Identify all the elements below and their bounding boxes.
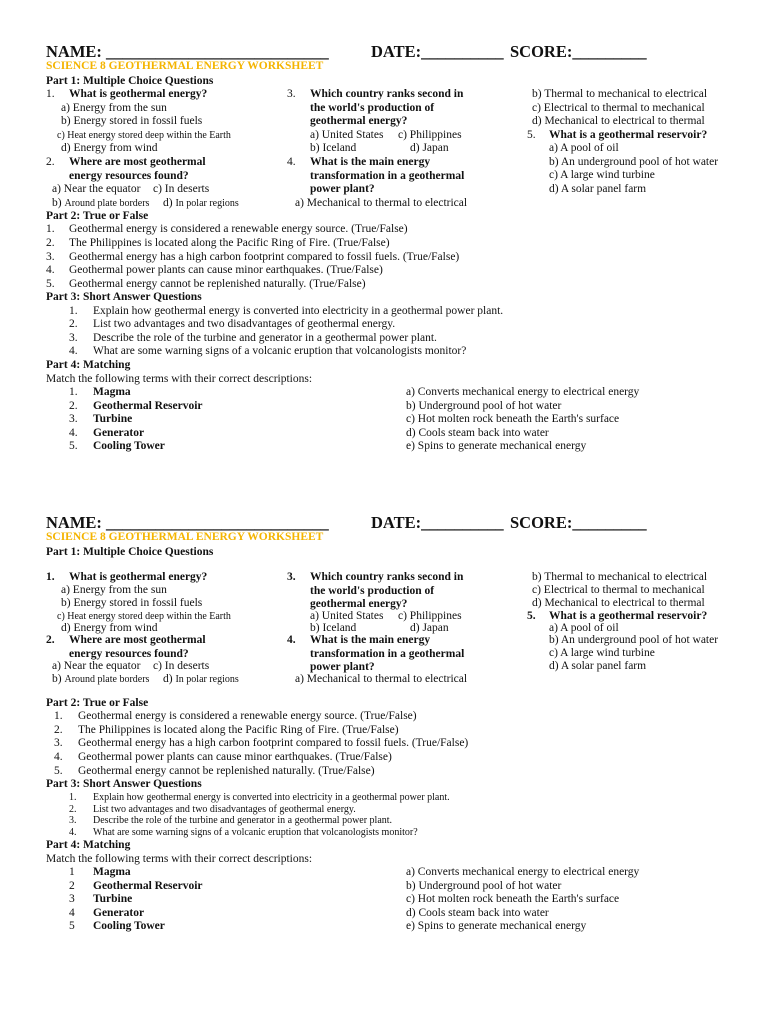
part4-heading: Part 4: Matching bbox=[46, 359, 131, 371]
sa-question: Describe the role of the turbine and generator in a geothermal power plant. bbox=[93, 332, 437, 344]
sa-question: List two advantages and two disadvantages of geothermal energy. bbox=[93, 804, 356, 815]
q2-option-b-text: Around plate borders bbox=[64, 198, 150, 209]
match-term: Generator bbox=[93, 907, 145, 919]
q3-option-b[interactable]: b) Iceland bbox=[310, 622, 357, 634]
matching-instruction: Match the following terms with their correct descriptions: bbox=[46, 853, 313, 865]
score-field-label: SCORE:_________ bbox=[510, 513, 647, 532]
tf-number: 1. bbox=[54, 710, 63, 722]
q2-option-d-letter: d) bbox=[163, 673, 176, 685]
match-number: 3. bbox=[69, 413, 78, 425]
q4-option-b[interactable]: b) Thermal to mechanical to electrical bbox=[532, 571, 708, 583]
name-field-label: NAME: ___________________________ bbox=[46, 513, 329, 532]
sa-number: 1. bbox=[69, 792, 77, 803]
worksheet-title: SCIENCE 8 GEOTHERMAL ENERGY WORKSHEET bbox=[46, 531, 324, 543]
q5-number: 5. bbox=[527, 610, 536, 622]
q2-option-d[interactable] bbox=[163, 673, 239, 687]
q5-option-c[interactable]: c) A large wind turbine bbox=[549, 647, 655, 659]
match-number: 5. bbox=[69, 440, 78, 452]
tf-statement: Geothermal energy has a high carbon footprint compared to fossil fuels. (True/False) bbox=[69, 251, 460, 263]
match-description: a) Converts mechanical energy to electrical energy bbox=[406, 386, 640, 398]
q5-option-a[interactable]: a) A pool of oil bbox=[549, 142, 619, 154]
match-term: Generator bbox=[93, 427, 145, 439]
sa-question: Explain how geothermal energy is converted into electricity in a geothermal power plant. bbox=[93, 305, 504, 317]
match-number: 2. bbox=[69, 400, 78, 412]
q2-option-b-text: Around plate borders bbox=[64, 674, 150, 685]
q3-option-d[interactable]: d) Japan bbox=[410, 622, 449, 634]
tf-statement: Geothermal energy has a high carbon footprint compared to fossil fuels. (True/False) bbox=[78, 737, 469, 749]
q2-number: 2. bbox=[46, 156, 55, 168]
q1-option-c-text: c) Heat energy stored deep within the Earth bbox=[57, 611, 231, 622]
sa-number: 3. bbox=[69, 815, 77, 826]
tf-number: 2. bbox=[54, 724, 63, 736]
q1-number: 1. bbox=[46, 88, 55, 100]
q2-option-d-text: In polar regions bbox=[175, 674, 239, 685]
q3-text: Which country ranks second in the world's production of geothermal energy? bbox=[310, 88, 464, 127]
q5-option-a[interactable]: a) A pool of oil bbox=[549, 622, 619, 634]
match-description: b) Underground pool of hot water bbox=[406, 880, 562, 892]
match-term: Geothermal Reservoir bbox=[93, 880, 203, 892]
q4-text: What is the main energy transformation in a geothermal power plant? bbox=[310, 156, 465, 195]
q5-option-d[interactable]: d) A solar panel farm bbox=[549, 660, 647, 672]
q4-number: 4. bbox=[287, 634, 296, 646]
q4-option-b[interactable]: b) Thermal to mechanical to electrical bbox=[532, 88, 708, 100]
match-number: 2 bbox=[69, 880, 75, 892]
sa-question: What are some warning signs of a volcanic eruption that volcanologists monitor? bbox=[93, 345, 467, 357]
q3-option-a[interactable]: a) United States bbox=[310, 610, 384, 622]
name-field-label: NAME: ___________________________ bbox=[46, 42, 329, 61]
q1-text: What is geothermal energy? bbox=[69, 571, 208, 583]
q1-text: What is geothermal energy? bbox=[69, 88, 208, 100]
sa-number: 1. bbox=[69, 305, 78, 317]
match-term: Turbine bbox=[93, 893, 133, 905]
q2-text: Where are most geothermal energy resources found? bbox=[69, 634, 206, 660]
q2-option-a[interactable]: a) Near the equator bbox=[52, 183, 141, 195]
match-number: 5 bbox=[69, 920, 75, 932]
match-description: c) Hot molten rock beneath the Earth's surface bbox=[406, 413, 620, 425]
tf-number: 5. bbox=[54, 765, 63, 777]
q5-option-d[interactable]: d) A solar panel farm bbox=[549, 183, 647, 195]
q2-option-b-letter: b) bbox=[52, 673, 65, 685]
score-field-label: SCORE:_________ bbox=[510, 42, 647, 61]
q1-option-c-text: c) Heat energy stored deep within the Earth bbox=[57, 130, 231, 141]
tf-number: 5. bbox=[46, 278, 55, 290]
match-description: a) Converts mechanical energy to electrical energy bbox=[406, 866, 640, 878]
sa-question: Explain how geothermal energy is converted into electricity in a geothermal power plant. bbox=[93, 792, 450, 803]
match-number: 1 bbox=[69, 866, 75, 878]
part4-heading: Part 4: Matching bbox=[46, 839, 131, 851]
tf-number: 3. bbox=[54, 737, 63, 749]
q1-option-a[interactable]: a) Energy from the sun bbox=[61, 102, 167, 114]
q2-option-d-text: In polar regions bbox=[175, 198, 239, 209]
q5-option-c[interactable]: c) A large wind turbine bbox=[549, 169, 655, 181]
match-term: Cooling Tower bbox=[93, 440, 165, 452]
q3-text: Which country ranks second in the world's production of geothermal energy? bbox=[310, 571, 464, 610]
match-number: 1. bbox=[69, 386, 78, 398]
q5-text: What is a geothermal reservoir? bbox=[549, 129, 708, 141]
tf-number: 4. bbox=[46, 264, 55, 276]
tf-number: 4. bbox=[54, 751, 63, 763]
q5-option-b[interactable]: b) An underground pool of hot water bbox=[549, 634, 719, 646]
q1-number: 1. bbox=[46, 571, 55, 583]
q2-option-a[interactable]: a) Near the equator bbox=[52, 660, 141, 672]
sa-question: Describe the role of the turbine and generator in a geothermal power plant. bbox=[93, 815, 393, 826]
tf-number: 3. bbox=[46, 251, 55, 263]
match-term: Magma bbox=[93, 386, 131, 398]
tf-statement: Geothermal energy is considered a renewable energy source. (True/False) bbox=[78, 710, 417, 722]
tf-statement: Geothermal energy cannot be replenished naturally. (True/False) bbox=[69, 278, 366, 290]
tf-statement: The Philippines is located along the Pacific Ring of Fire. (True/False) bbox=[69, 237, 390, 249]
match-number: 4 bbox=[69, 907, 75, 919]
worksheet-title: SCIENCE 8 GEOTHERMAL ENERGY WORKSHEET bbox=[46, 60, 324, 72]
match-description: d) Cools steam back into water bbox=[406, 427, 549, 439]
part3-heading: Part 3: Short Answer Questions bbox=[46, 291, 202, 303]
q4-option-c[interactable]: c) Electrical to thermal to mechanical bbox=[532, 102, 705, 114]
match-description: b) Underground pool of hot water bbox=[406, 400, 562, 412]
matching-instruction: Match the following terms with their correct descriptions: bbox=[46, 373, 313, 385]
q3-option-d[interactable]: d) Japan bbox=[410, 142, 449, 154]
q4-option-a[interactable]: a) Mechanical to thermal to electrical bbox=[295, 197, 468, 209]
q1-option-b[interactable]: b) Energy stored in fossil fuels bbox=[61, 115, 203, 127]
date-field-label: DATE:__________ bbox=[371, 42, 504, 61]
sa-number: 4. bbox=[69, 827, 77, 838]
part1-heading: Part 1: Multiple Choice Questions bbox=[46, 75, 214, 87]
match-description: c) Hot molten rock beneath the Earth's surface bbox=[406, 893, 620, 905]
q3-number: 3. bbox=[287, 571, 296, 583]
sa-number: 3. bbox=[69, 332, 78, 344]
tf-statement: Geothermal power plants can cause minor earthquakes. (True/False) bbox=[78, 751, 392, 763]
sa-number: 2. bbox=[69, 318, 78, 330]
tf-number: 2. bbox=[46, 237, 55, 249]
q2-option-b-letter: b) bbox=[52, 197, 65, 209]
q2-option-b[interactable] bbox=[52, 673, 149, 687]
q4-option-d[interactable]: d) Mechanical to electrical to thermal bbox=[532, 597, 705, 609]
q1-option-b[interactable]: b) Energy stored in fossil fuels bbox=[61, 597, 203, 609]
match-term: Cooling Tower bbox=[93, 920, 165, 932]
q2-option-c[interactable]: c) In deserts bbox=[153, 183, 210, 195]
sa-number: 2. bbox=[69, 804, 77, 815]
tf-statement: Geothermal energy cannot be replenished naturally. (True/False) bbox=[78, 765, 375, 777]
q2-text: Where are most geothermal energy resources found? bbox=[69, 156, 206, 182]
tf-number: 1. bbox=[46, 223, 55, 235]
match-number: 3 bbox=[69, 893, 75, 905]
q5-option-b[interactable]: b) An underground pool of hot water bbox=[549, 156, 719, 168]
tf-statement: The Philippines is located along the Pacific Ring of Fire. (True/False) bbox=[78, 724, 399, 736]
q3-option-c[interactable]: c) Philippines bbox=[398, 610, 462, 622]
q2-number: 2. bbox=[46, 634, 55, 646]
tf-statement: Geothermal energy is considered a renewable energy source. (True/False) bbox=[69, 223, 408, 235]
match-term: Turbine bbox=[93, 413, 133, 425]
q5-text: What is a geothermal reservoir? bbox=[549, 610, 708, 622]
sa-number: 4. bbox=[69, 345, 78, 357]
q1-option-d[interactable]: d) Energy from wind bbox=[61, 622, 158, 634]
match-description: d) Cools steam back into water bbox=[406, 907, 549, 919]
sa-question: List two advantages and two disadvantages of geothermal energy. bbox=[93, 318, 396, 330]
q4-option-a[interactable]: a) Mechanical to thermal to electrical bbox=[295, 673, 468, 685]
q3-number: 3. bbox=[287, 88, 296, 100]
q1-option-d[interactable]: d) Energy from wind bbox=[61, 142, 158, 154]
match-term: Geothermal Reservoir bbox=[93, 400, 203, 412]
date-field-label: DATE:__________ bbox=[371, 513, 504, 532]
q3-option-b[interactable]: b) Iceland bbox=[310, 142, 357, 154]
match-description: e) Spins to generate mechanical energy bbox=[406, 920, 587, 932]
match-term: Magma bbox=[93, 866, 131, 878]
q2-option-d-letter: d) bbox=[163, 197, 176, 209]
part2-heading: Part 2: True or False bbox=[46, 210, 149, 222]
q5-number: 5. bbox=[527, 129, 536, 141]
tf-statement: Geothermal power plants can cause minor earthquakes. (True/False) bbox=[69, 264, 383, 276]
q4-text: What is the main energy transformation in a geothermal power plant? bbox=[310, 634, 465, 673]
match-number: 4. bbox=[69, 427, 78, 439]
q4-option-d[interactable]: d) Mechanical to electrical to thermal bbox=[532, 115, 705, 127]
part1-heading: Part 1: Multiple Choice Questions bbox=[46, 546, 214, 558]
q2-option-c[interactable]: c) In deserts bbox=[153, 660, 210, 672]
q1-option-a[interactable]: a) Energy from the sun bbox=[61, 584, 167, 596]
q4-number: 4. bbox=[287, 156, 296, 168]
q4-option-c[interactable]: c) Electrical to thermal to mechanical bbox=[532, 584, 705, 596]
part2-heading: Part 2: True or False bbox=[46, 697, 149, 709]
sa-question: What are some warning signs of a volcanic eruption that volcanologists monitor? bbox=[93, 827, 418, 838]
part3-heading: Part 3: Short Answer Questions bbox=[46, 778, 202, 790]
q3-option-c[interactable]: c) Philippines bbox=[398, 129, 462, 141]
match-description: e) Spins to generate mechanical energy bbox=[406, 440, 587, 452]
q3-option-a[interactable]: a) United States bbox=[310, 129, 384, 141]
